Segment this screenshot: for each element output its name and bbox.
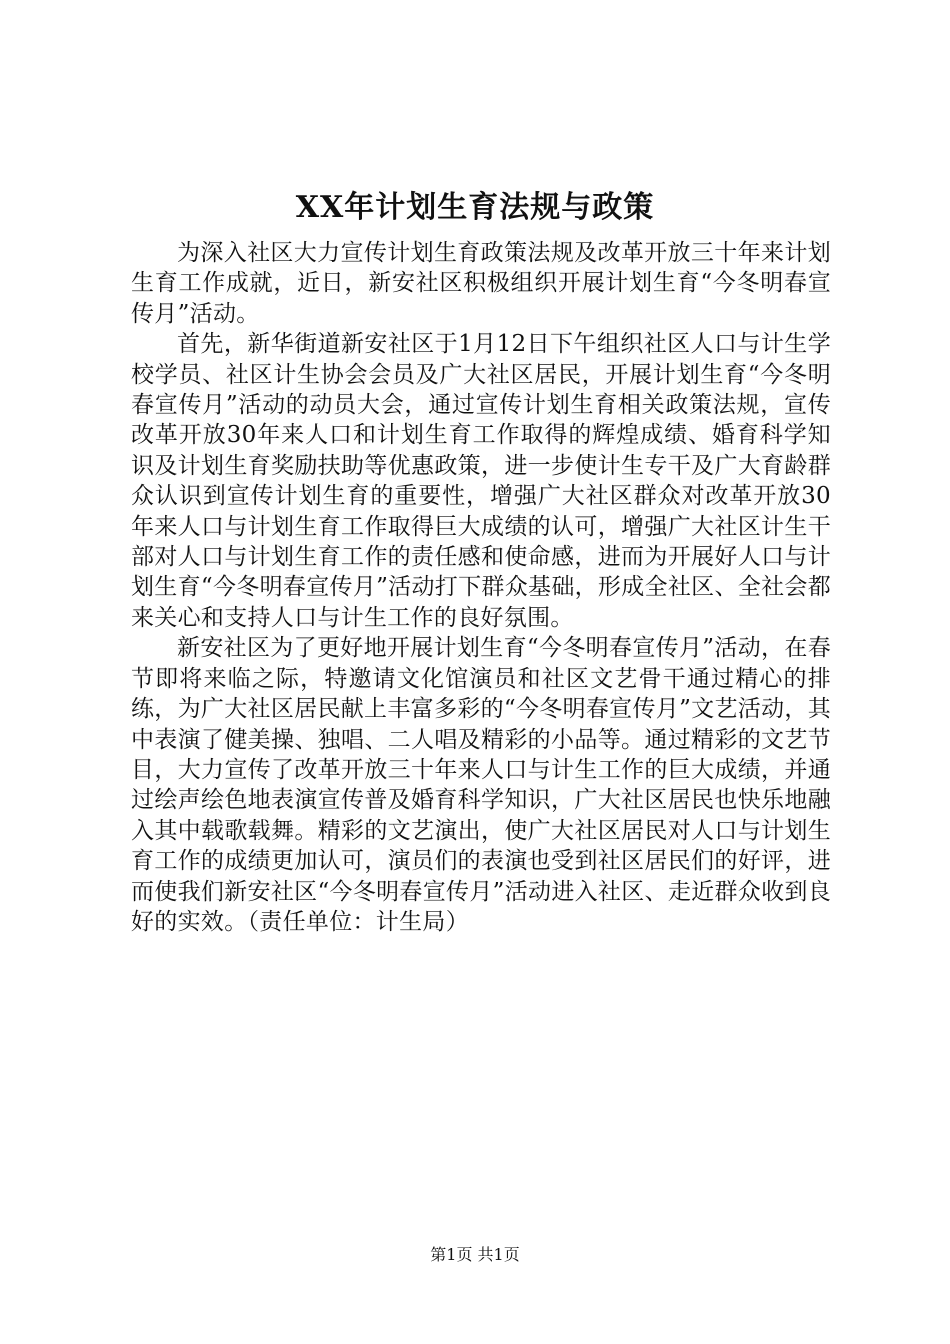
page-footer: 第1页 共1页 <box>430 1245 520 1264</box>
document-body <box>131 238 831 937</box>
paragraph: 首先，新华街道新安社区于1月12日下午组织社区人口与计生学校学员、社区计生协会会员及广大社区居民，开展计划生育“今冬明春宣传月”活动的动员大会，通过宣传计划生育相关政策法规，宣传改革开放30年来人口和计划生育工作取得的辉煌成绩、婚育科学知识及计划生育奖励扶助等优惠政策，进一步使计生专干及广大育龄群众认识到宣传计划生育的重要性，增强广大社区群众对改革开放30年来人口与计划生育工作取得巨大成绩的认可，增强广大社区计生干部对人口与计划生育工作的责任感和使命感，进而为开展好人口与计划生育“今冬明春宣传月”活动打下群众基础，形成全社区、全社会都来关心和支持人口与计生工作的良好氛围。 <box>131 331 831 631</box>
paragraph: 为深入社区大力宣传计划生育政策法规及改革开放三十年来计划生育工作成就，近日，新安社区积极组织开展计划生育“今冬明春宣传月”活动。 <box>131 240 831 327</box>
document-title: XX年计划生育法规与政策 <box>295 190 655 225</box>
paragraph: 新安社区为了更好地开展计划生育“今冬明春宣传月”活动，在春节即将来临之际，特邀请文化馆演员和社区文艺骨干通过精心的排练，为广大社区居民献上丰富多彩的“今冬明春宣传月”文艺活动，其中表演了健美操、独唱、二人唱及精彩的小品等。通过精彩的文艺节目，大力宣传了改革开放三十年来人口与计生工作的巨大成绩，并通过绘声绘色地表演宣传普及婚育科学知识，广大社区居民也快乐地融入其中载歌载舞。精彩的文艺演出，使广大社区居民对人口与计划生育工作的成绩更加认可，演员们的表演也受到社区居民们的好评，进而使我们新安社区“今冬明春宣传月”活动进入社区、走近群众收到良好的实效。（责任单位：计生局） <box>131 635 831 935</box>
